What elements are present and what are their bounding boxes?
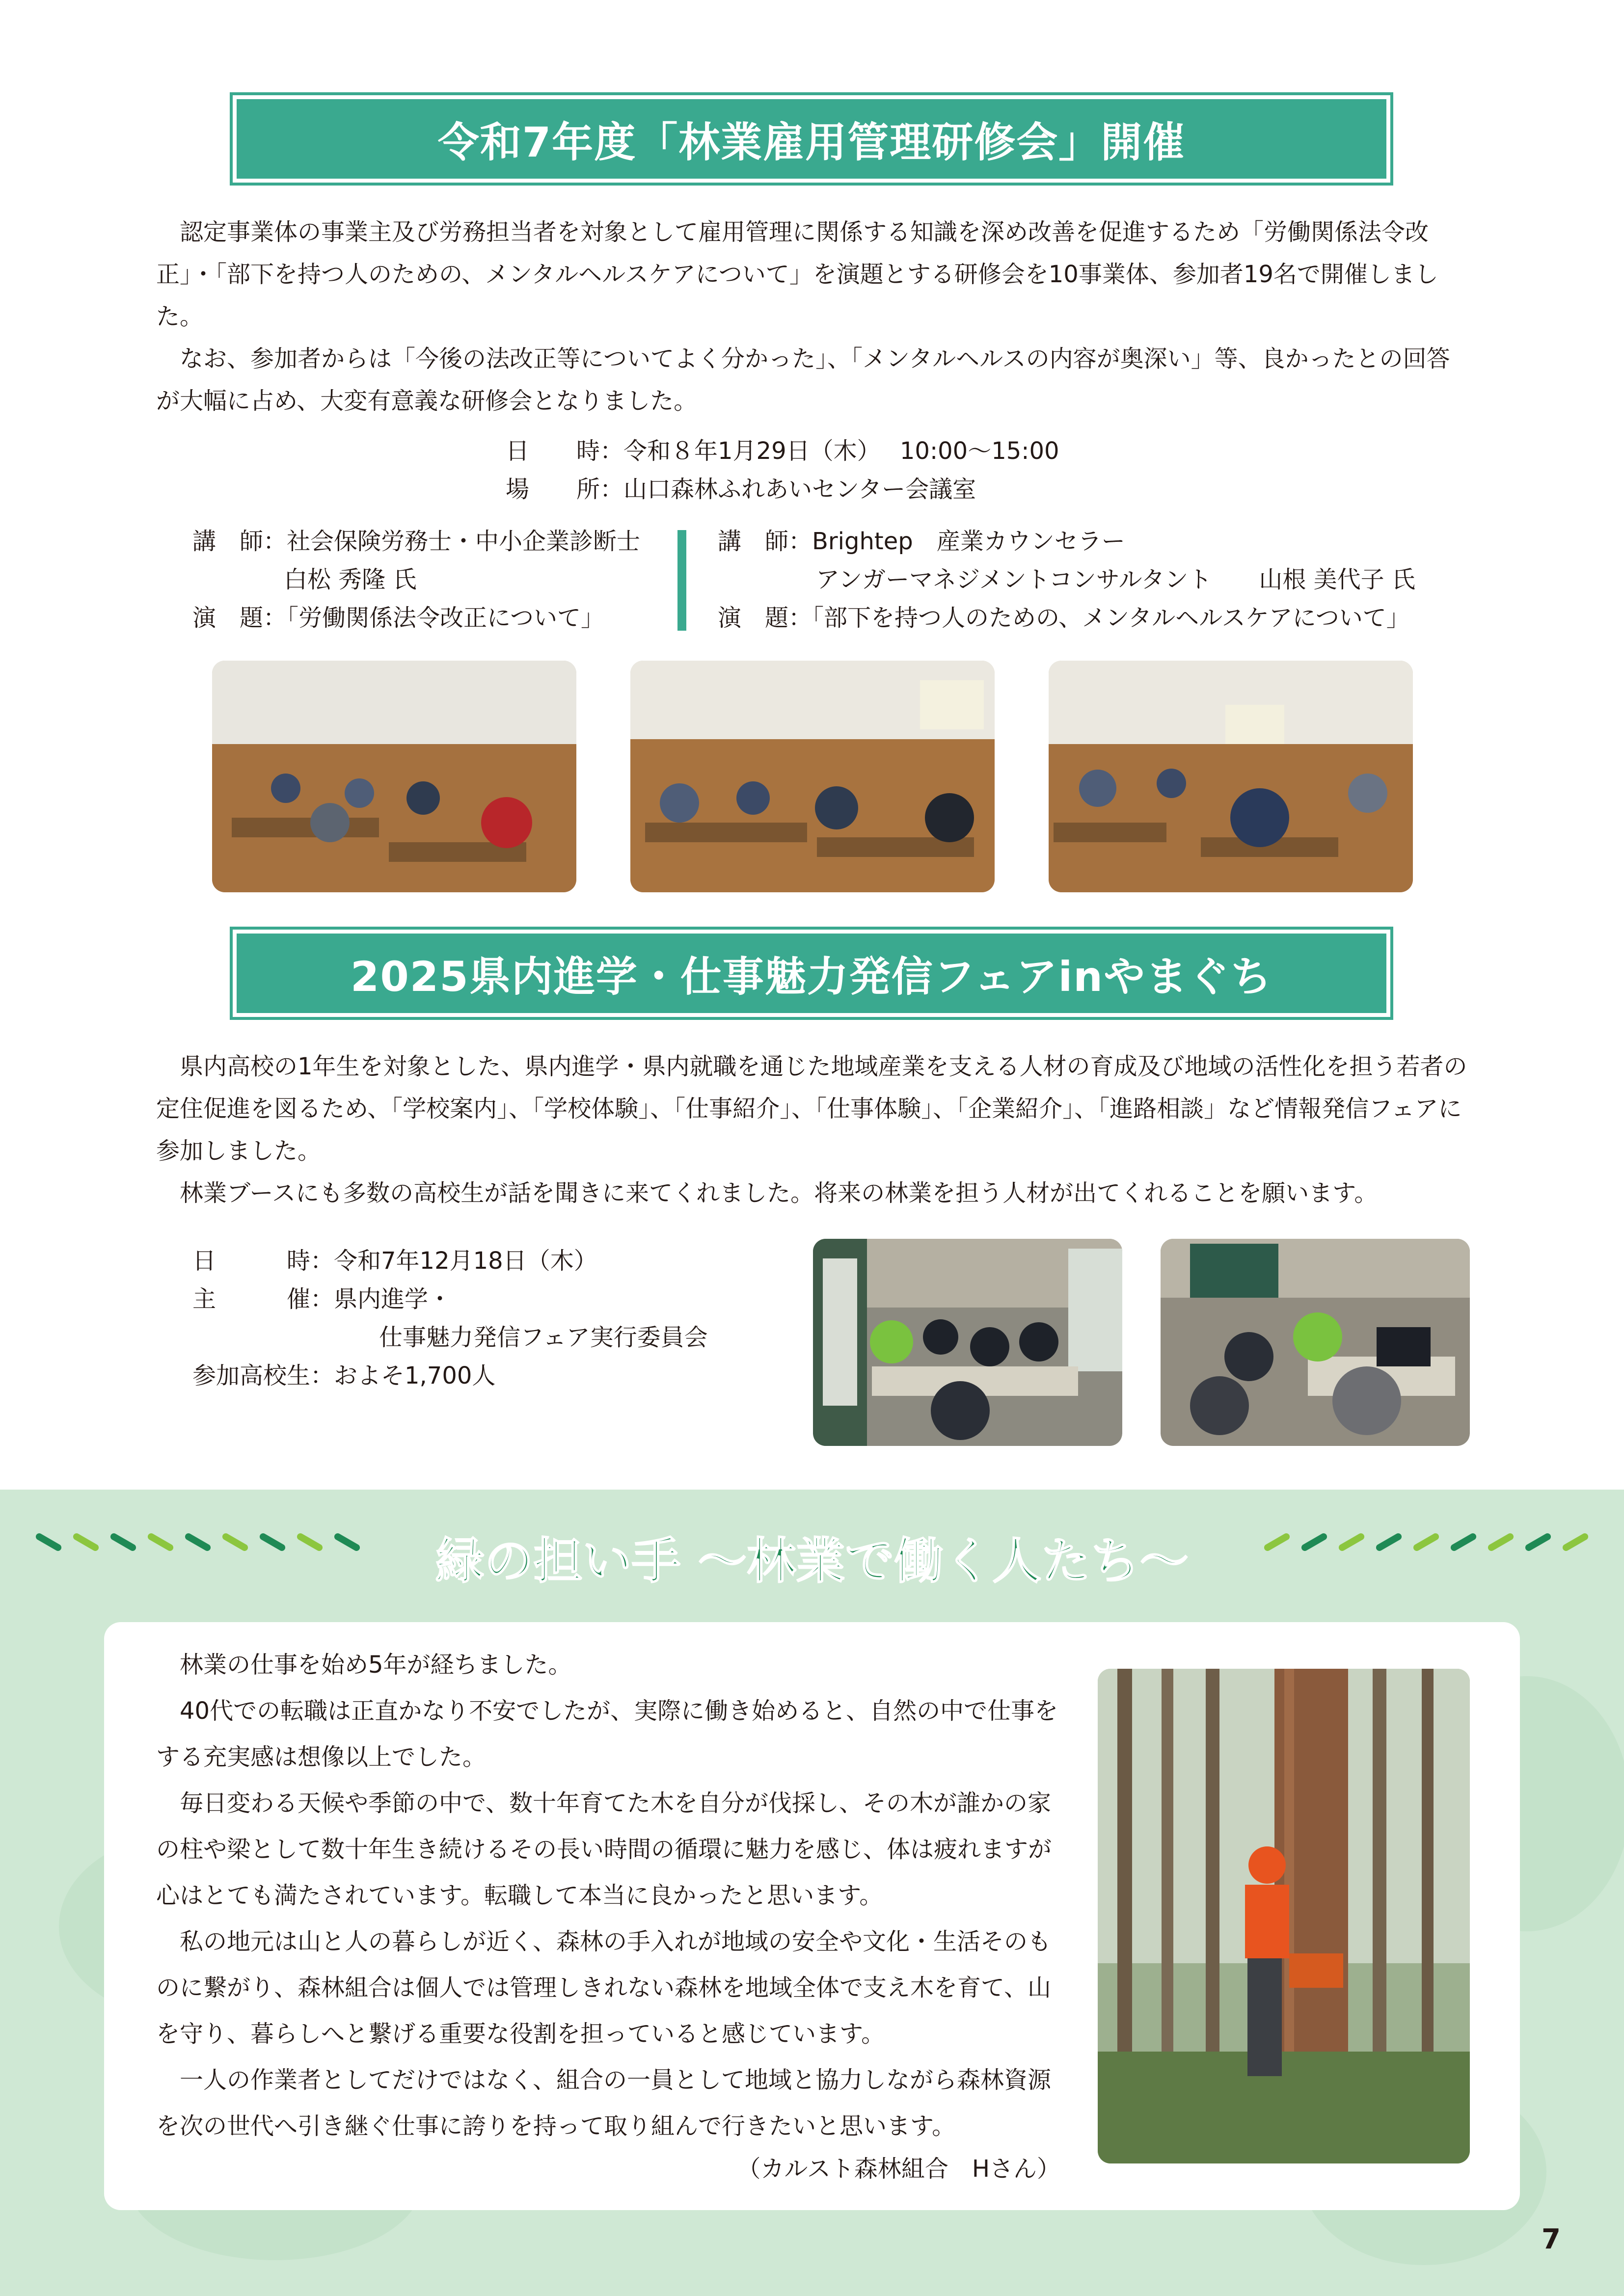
section2-title-banner: [230, 927, 1393, 1020]
page-number: 7: [1542, 2223, 1561, 2255]
section2-organizer: 主 催：県内進学・: [192, 1285, 452, 1313]
section1-paragraph-2: なお、参加者からは「今後の法改正等についてよく分かった」、「メンタルヘルスの内容が奥深い」等、良かったとの回答が大幅に占め、大変有意義な研修会となりました。: [156, 345, 1450, 415]
interview-paragraph-4: 私の地元は山と人の暮らしが近く、森林の手入れが地域の安全や文化・生活そのものに繋がり、森林組合は個人では管理しきれない森林を地域全体で支え木を育て、山を守り、暮らしへと繋げる重要な役割を担っていると感じています。: [156, 1928, 1052, 2048]
section1-date: 日 時：令和８年1月29日（木） 10:00～15:00: [506, 437, 1059, 465]
lecturer1-name: 白松 秀隆 氏: [284, 566, 417, 593]
seminar-photo-3: [1049, 661, 1413, 892]
fair-photo-2: [1161, 1239, 1470, 1446]
section2-date: 日 時：令和7年12月18日（木）: [192, 1247, 597, 1275]
interview-body: [156, 1642, 1069, 2149]
interview-signature: （カルスト森林組合 Hさん）: [737, 2155, 1060, 2183]
section1-place: 場 所：山口森林ふれあいセンター会議室: [506, 476, 976, 503]
lecturer2-name-title: 講 師：Brightep 産業カウンセラー: [718, 528, 1125, 555]
lecturer-divider: [677, 530, 686, 631]
section2-body: [156, 1045, 1472, 1214]
fair-photo-1: [813, 1239, 1122, 1446]
seminar-photo-1: [212, 661, 576, 892]
interview-paragraph-3: 毎日変わる天候や季節の中で、数十年育てた木を自分が伐採し、その木が誰かの家の柱や梁として数十年生き続けるその長い時間の循環に魅力を感じ、体は疲れますが心はとても満たされています。転職して本当に良かったと思います。: [156, 1789, 1052, 1909]
section2-title: 2025県内進学・仕事魅力発信フェアinやまぐち: [237, 934, 1386, 1013]
interview-paragraph-1: 林業の仕事を始め5年が経ちました。: [180, 1651, 572, 1679]
section1-body: [156, 211, 1472, 422]
section1-title: 令和7年度「林業雇用管理研修会」開催: [237, 99, 1386, 179]
section1-title-banner: [230, 92, 1393, 186]
section1-paragraph-1: 認定事業体の事業主及び労務担当者を対象として雇用管理に関係する知識を深め改善を促進するため「労働関係法令改正」・「部下を持つ人のための、メンタルヘルスケアについて」を演題とする研修会を10事業体、参加者19名で開催しました。: [156, 218, 1438, 330]
interview-paragraph-5: 一人の作業者としてだけではなく、組合の一員として地域と協力しながら森林資源を次の世代へ引き継ぐ仕事に誇りを持って取り組んで行きたいと思います。: [156, 2066, 1052, 2140]
section2-participants: 参加高校生：およそ1,700人: [192, 1362, 496, 1389]
lecturer1-topic: 演 題：「労働関係法令改正について」: [192, 604, 605, 632]
lecturer2-name: アンガーマネジメントコンサルタント 山根 美代子 氏: [816, 566, 1415, 593]
section2-paragraph-2: 林業ブースにも多数の高校生が話を聞きに来てくれました。将来の林業を担う人材が出てくれることを願います。: [180, 1179, 1378, 1207]
section2-paragraph-1: 県内高校の1年生を対象とした、県内進学・県内就職を通じた地域産業を支える人材の育成及び地域の活性化を担う若者の定住促進を図るため、「学校案内」、「学校体験」、「仕事紹介」、「仕事体験」、「企業紹介」、「進路相談」など情報発信フェアに参加しました。: [156, 1053, 1467, 1165]
interview-paragraph-2: 40代での転職は正直かなり不安でしたが、実際に働き始めると、自然の中で仕事をする充実感は想像以上でした。: [156, 1697, 1058, 1771]
section3-title: 緑の担い手 ～林業で働く人たち～: [435, 1532, 1189, 1590]
seminar-photo-2: [630, 661, 995, 892]
lecturer1-name-title: 講 師：社会保険労務士・中小企業診断士: [192, 528, 641, 555]
section2-organizer-2: 仕事魅力発信フェア実行委員会: [379, 1324, 708, 1351]
forestry-worker-photo: [1098, 1669, 1470, 2163]
lecturer2-topic: 演 題：「部下を持つ人のための、メンタルヘルスケアについて」: [718, 604, 1410, 632]
